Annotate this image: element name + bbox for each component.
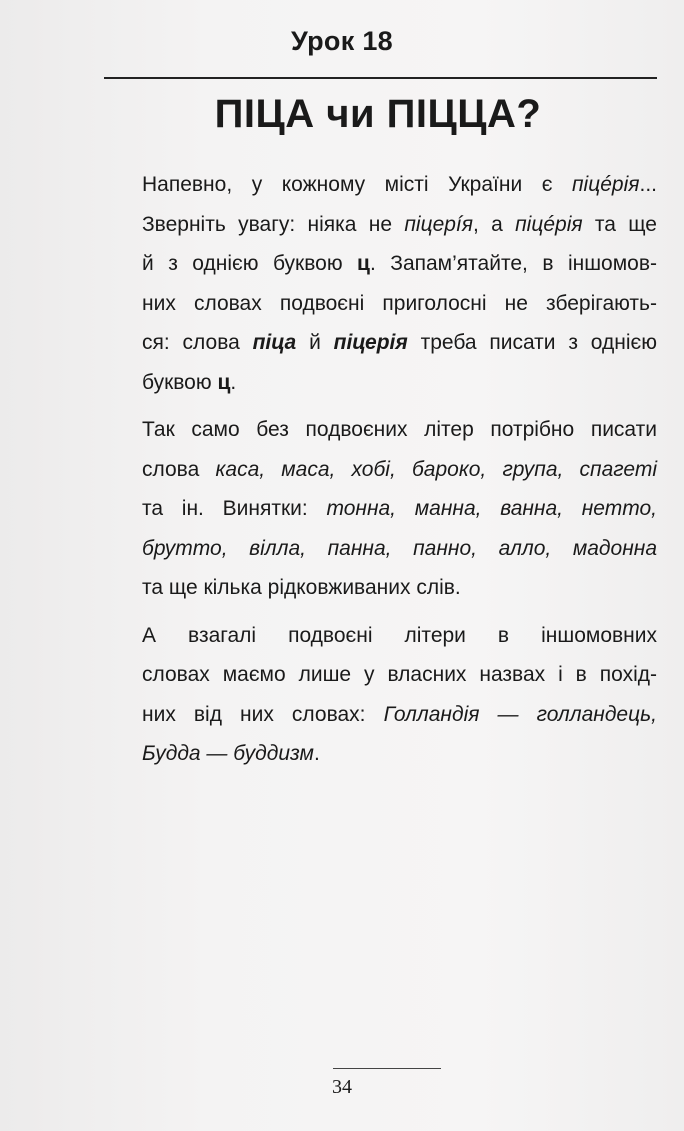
text: слова — [142, 457, 216, 481]
italic-examples: каса, маса, хобі, бароко, група, спагеті — [215, 457, 657, 481]
paragraph-3-line-1: А взагалі подвоєні літери в іншомовних — [142, 623, 657, 647]
italic-term: піцéрія — [515, 212, 583, 236]
paragraph-1-line-6 — [104, 363, 657, 403]
italic-term: піцéрія — [572, 173, 640, 196]
paragraph-1 — [104, 165, 657, 402]
paragraph-2 — [104, 410, 657, 608]
paragraph-1-line-3 — [104, 244, 657, 284]
text: Напевно, у кожному місті України є — [142, 173, 572, 196]
text: Зверніть увагу: ніяка не — [142, 212, 405, 236]
text: ся: слова — [142, 331, 253, 354]
bold-letter: ц — [217, 370, 231, 394]
lesson-body — [104, 165, 657, 774]
footer-rule — [333, 1068, 441, 1069]
italic-examples: тонна, манна, ванна, нетто, — [326, 497, 657, 520]
italic-term: піцерíя — [404, 212, 473, 236]
text: та ще — [582, 212, 657, 236]
text: . — [313, 742, 320, 765]
lesson-number: Урок 18 — [291, 26, 393, 56]
text: . — [230, 370, 237, 394]
paragraph-1-line-4: них словах подвоєні приголосні не зберігають- — [142, 291, 657, 315]
paragraph-2-line-4 — [104, 529, 657, 569]
text: , а — [472, 212, 516, 236]
paragraph-1-line-1 — [104, 165, 657, 205]
text: та ін. Винятки: — [142, 497, 327, 520]
paragraph-3-line-3 — [104, 695, 657, 735]
paragraph-1-line-5 — [104, 323, 657, 363]
text: треба писати з однією — [407, 331, 657, 354]
text: й — [296, 331, 334, 354]
text: них від них словах: — [142, 702, 384, 726]
paragraph-2-line-2 — [104, 450, 657, 490]
text: буквою — [142, 370, 218, 394]
paragraph-2-line-1: Так само без подвоєних літер потрібно писати — [142, 418, 657, 441]
text: й з однією буквою — [142, 252, 358, 275]
bold-italic-term: піцерія — [333, 331, 408, 354]
italic-examples: брутто, вілла, панна, панно, алло, мадонна — [142, 536, 657, 560]
paragraph-3 — [104, 616, 657, 774]
bold-italic-term: піца — [252, 331, 297, 354]
italic-examples: Голландія — голландець, — [383, 702, 658, 726]
paragraph-3-line-2: словах маємо лише у власних назвах і в похід- — [142, 663, 657, 686]
text: . Запам’ятайте, в іншомов- — [369, 252, 657, 275]
header-rule — [104, 77, 657, 79]
paragraph-1-line-2 — [104, 205, 657, 245]
text: ... — [639, 173, 657, 196]
page-number: 34 — [332, 1076, 352, 1098]
bold-letter: ц — [357, 252, 370, 275]
paragraph-3-line-4 — [104, 734, 657, 774]
paragraph-2-line-3 — [104, 489, 657, 529]
paragraph-2-line-5: та ще кілька рідковживаних слів. — [142, 576, 461, 599]
page-title: ПІЦА чи ПІЦЦА? — [214, 92, 542, 136]
italic-examples: Будда — буддизм — [142, 742, 314, 765]
